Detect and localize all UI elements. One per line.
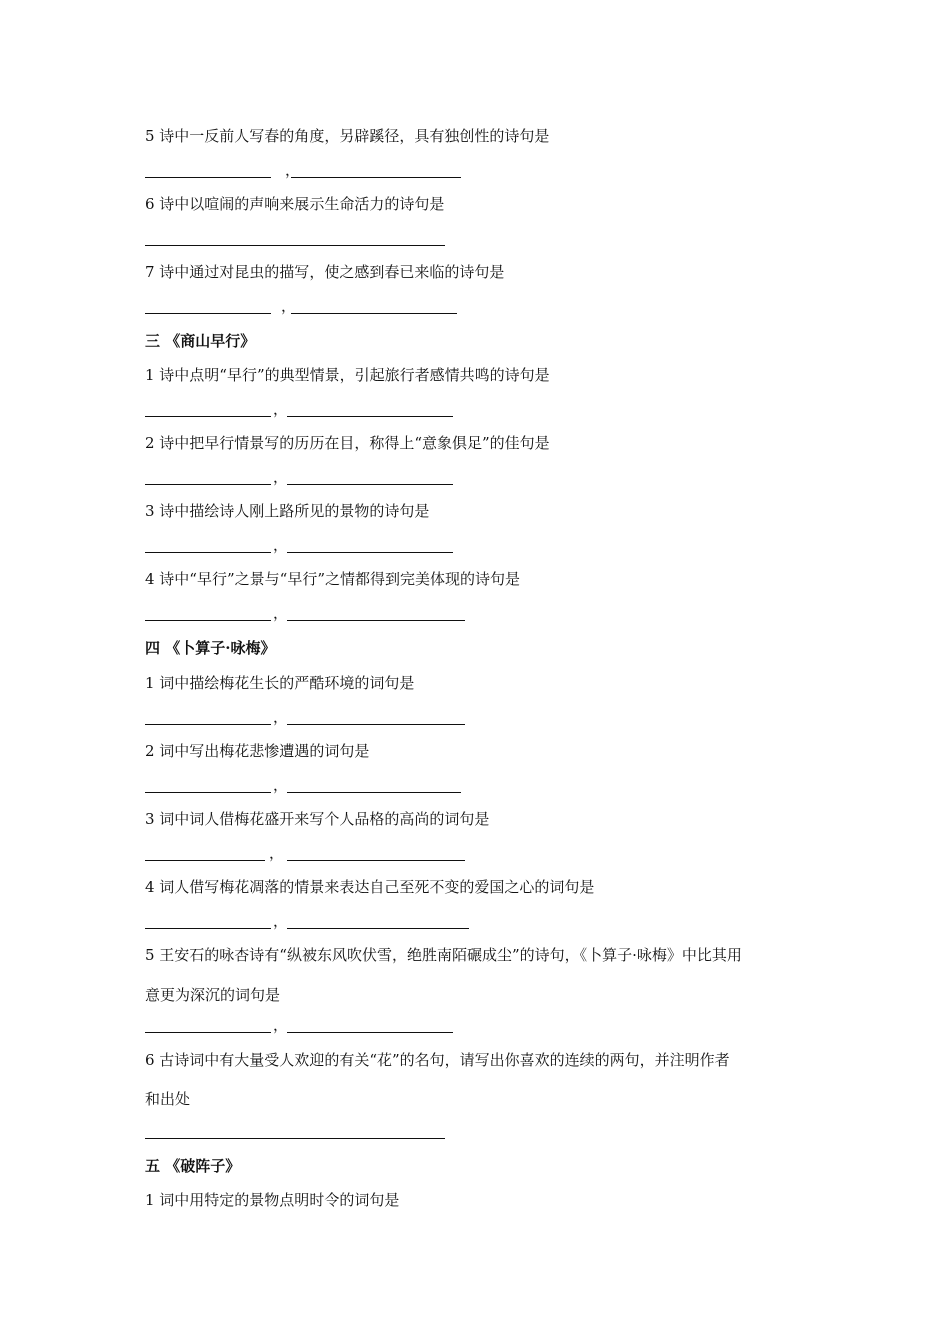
answer-blank[interactable] [145,552,271,553]
s4-question-2: 2 词中写出梅花悲惨遭遇的词句是 [145,742,370,760]
answer-blank[interactable] [287,792,461,793]
question-7: 7 诗中通过对昆虫的描写，使之感到春已来临的诗句是 [145,263,505,281]
answer-blank[interactable] [145,620,271,621]
comma: ， [273,708,289,726]
answer-blank[interactable] [145,1138,445,1139]
answer-blank[interactable] [287,552,453,553]
comma: ， [285,161,301,179]
s3-question-4: 4 诗中“早行”之景与“早行”之情都得到完美体现的诗句是 [145,570,520,588]
section-heading-5: 五 《破阵子》 [145,1157,241,1175]
answer-blank[interactable] [287,1032,453,1033]
comma: ， [281,297,297,315]
s4-question-3: 3 词中词人借梅花盛开来写个人品格的高尚的词句是 [145,810,490,828]
answer-blank[interactable] [287,928,469,929]
answer-blank[interactable] [287,724,465,725]
s4-question-5-line-1: 5 王安石的咏杏诗有“纵被东风吹伏雪，绝胜南陌碾成尘”的诗句，《卜算子·咏梅》中比其用 [145,946,742,964]
answer-blank[interactable] [291,313,457,314]
section-heading-3: 三 《商山早行》 [145,332,256,350]
comma: ， [273,776,289,794]
answer-blank[interactable] [145,177,271,178]
answer-blank[interactable] [145,484,271,485]
comma: ， [273,536,289,554]
answer-blank[interactable] [145,313,271,314]
s3-question-2: 2 诗中把早行情景写的历历在目，称得上“意象俱足”的佳句是 [145,434,550,452]
s4-question-6-line-1: 6 古诗词中有大量受人欢迎的有关“花”的名句，请写出你喜欢的连续的两句，并注明作者 [145,1051,730,1069]
s4-question-4: 4 词人借写梅花凋落的情景来表达自己至死不变的爱国之心的词句是 [145,878,595,896]
comma: ， [273,1016,289,1034]
s3-question-3: 3 诗中描绘诗人刚上路所见的景物的诗句是 [145,502,430,520]
s5-question-1: 1 词中用特定的景物点明时令的词句是 [145,1191,400,1209]
answer-blank[interactable] [145,416,271,417]
answer-blank[interactable] [287,620,465,621]
answer-blank[interactable] [291,177,461,178]
answer-blank[interactable] [287,484,453,485]
comma: ， [273,400,289,418]
answer-blank[interactable] [145,724,271,725]
s4-question-6-line-2: 和出处 [145,1090,191,1108]
answer-blank[interactable] [145,1032,271,1033]
answer-blank[interactable] [145,245,445,246]
s4-question-5-line-2: 意更为深沉的词句是 [145,986,281,1004]
comma: ， [273,468,289,486]
section-heading-4: 四 《卜算子·咏梅》 [145,639,276,657]
answer-blank[interactable] [145,792,271,793]
comma: ， [273,912,289,930]
question-6: 6 诗中以喧闹的声响来展示生命活力的诗句是 [145,195,445,213]
s3-question-1: 1 诗中点明“早行”的典型情景，引起旅行者感情共鸣的诗句是 [145,366,550,384]
answer-blank[interactable] [145,860,265,861]
s4-question-1: 1 词中描绘梅花生长的严酷环境的词句是 [145,674,415,692]
question-5: 5 诗中一反前人写春的角度，另辟蹊径，具有独创性的诗句是 [145,127,550,145]
comma: ， [269,844,285,862]
answer-blank[interactable] [145,928,271,929]
answer-blank[interactable] [287,860,465,861]
answer-blank[interactable] [287,416,453,417]
comma: ， [273,604,289,622]
